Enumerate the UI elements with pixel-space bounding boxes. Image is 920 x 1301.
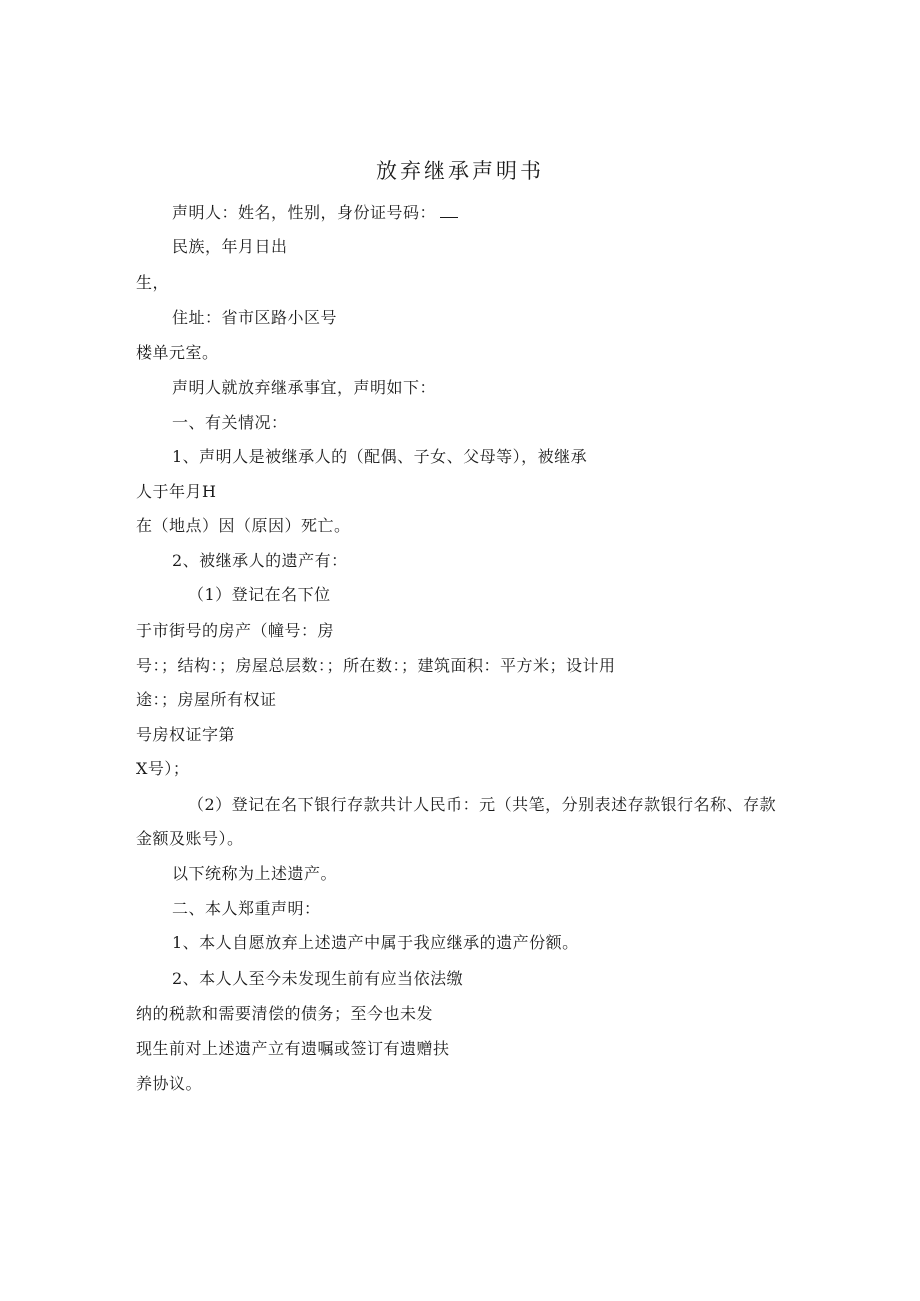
section-two-heading: 二、本人郑重声明： — [172, 899, 321, 918]
bank-deposit-continued-line: 金额及账号）。 — [136, 829, 244, 848]
property-certificate-number-line: X号）； — [136, 759, 190, 778]
statement-two-end-line: 养协议。 — [136, 1074, 203, 1093]
item-one-line: 1、声明人是被继承人的（配偶、子女、父母等），被继承 — [172, 447, 588, 466]
bank-deposit-line: （2）登记在名下银行存款共计人民币：元（共笔，分别表述存款银行名称、存款 — [188, 795, 777, 814]
property-details-line: 号：；结构：；房屋总层数：；所在数：；建筑面积：平方米；设计用 — [136, 656, 616, 675]
item-two-line: 2、被继承人的遗产有： — [172, 551, 348, 570]
ethnicity-line: 民族，年月日出 — [172, 237, 288, 256]
birth-line: 生， — [136, 273, 170, 292]
section-one-heading: 一、有关情况： — [172, 413, 288, 432]
statement-one-line: 1、本人自愿放弃上述遗产中属于我应继承的遗产份额。 — [172, 933, 579, 952]
property-location-line: 于市街号的房产（幢号：房 — [136, 621, 335, 640]
address-continued-line: 楼单元室。 — [136, 343, 219, 362]
item-one-date-line: 人于年月H — [136, 482, 217, 501]
intro-line: 声明人就放弃继承事宜，声明如下： — [172, 378, 437, 397]
address-line: 住址：省市区路小区号 — [172, 308, 338, 327]
declarant-line — [172, 202, 458, 224]
declarant-text: 声明人：姓名，性别，身份证号码： — [172, 203, 437, 222]
statement-two-will-line: 现生前对上述遗产立有遗嘱或签订有遗赠扶 — [136, 1039, 450, 1058]
summary-line: 以下统称为上述遗产。 — [172, 864, 338, 883]
item-one-place-line: 在（地点）因（原因）死亡。 — [136, 516, 351, 535]
statement-two-line: 2、本人人至今未发现生前有应当依法缴 — [172, 969, 464, 988]
statement-two-continued-line: 纳的税款和需要清偿的债务；至今也未发 — [136, 1004, 434, 1023]
document-title: 放弃继承声明书 — [376, 159, 544, 183]
property-use-line: 途：；房屋所有权证 — [136, 690, 277, 709]
property-certificate-line: 号房权证字第 — [136, 725, 236, 744]
id-number-blank — [440, 203, 458, 218]
property-item-line: （1）登记在名下位 — [188, 585, 331, 604]
